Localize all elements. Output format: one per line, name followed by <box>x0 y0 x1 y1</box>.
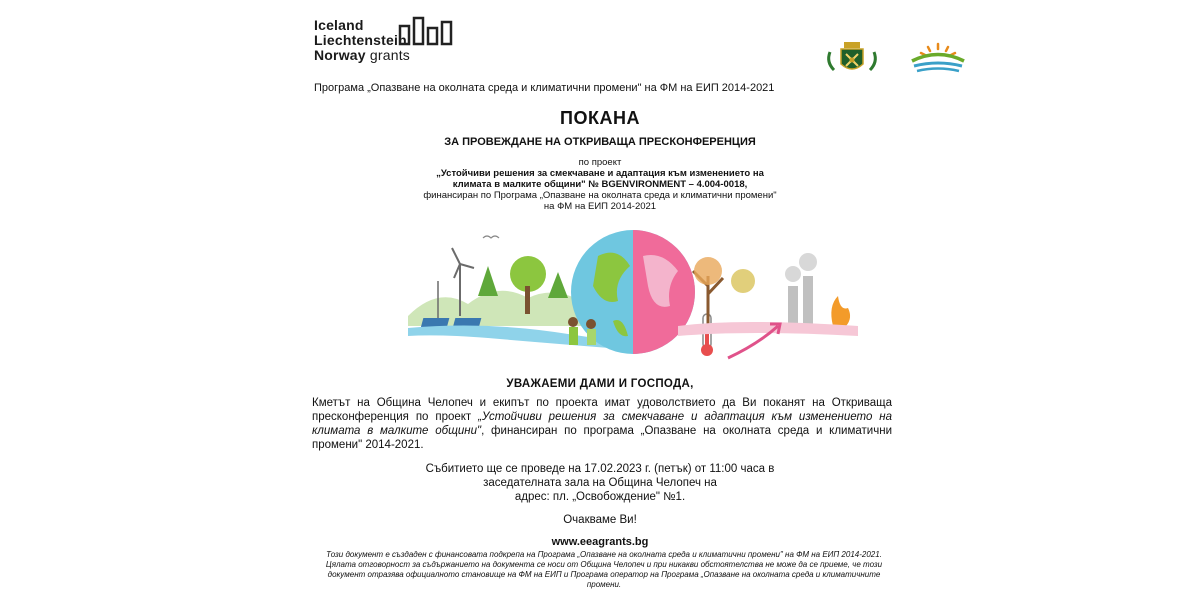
project-name-line2 <box>0 179 1200 190</box>
website-link[interactable]: www.eeagrants.bg <box>551 536 649 548</box>
brand-norway <box>314 48 410 63</box>
body-part2: , финансиран по програма „Опазване на околната среда и климатични промени" 2014-2021. <box>312 425 892 451</box>
page-title: ПОКАНА <box>560 108 640 128</box>
greeting: УВАЖАЕМИ ДАМИ И ГОСПОДА, <box>506 378 694 390</box>
event-line2: заседателната зала на Община Челопеч на <box>483 477 717 489</box>
project-funded-line2: на ФМ на ЕИП 2014-2021 <box>543 201 657 212</box>
project-name-line2-text: климата в малките общини" № BGENVIRONMENT – 4.004-0018, <box>452 179 748 190</box>
project-info <box>0 157 1200 212</box>
body-project-title: „Устойчиви решения за смекчаване и адаптация към изменението на климата в малките общини" <box>312 411 893 437</box>
climate-change-globe-illustration <box>408 226 858 371</box>
brand-norway-text: Norway <box>314 47 366 63</box>
project-intro: по проект <box>578 157 622 168</box>
brand-iceland: Iceland <box>314 17 364 33</box>
eea-grants-bars-icon <box>398 16 454 46</box>
program-line: Програма „Опазване на околната среда и климатични промени" на ФМ на ЕИП 2014-2021 <box>314 82 775 94</box>
event-line3: адрес: пл. „Освобождение" №1. <box>514 491 686 503</box>
project-funded-line1: финансиран по Програма „Опазване на околната среда и климатични промени" <box>423 190 777 201</box>
invitation-body <box>312 396 892 452</box>
environment-program-icon <box>908 40 968 76</box>
project-name-line1: „Устойчиви решения за смекчаване и адаптация към изменението на <box>436 168 764 179</box>
eea-grants-logo <box>314 18 410 63</box>
event-line1: Събитието ще се проведе на 17.02.2023 г. (петък) от 11:00 часа в <box>425 463 775 475</box>
municipality-crest-icon <box>824 40 880 76</box>
brand-grants-text: grants <box>369 47 410 63</box>
disclaimer: Този документ е създаден с финансовата подкрепа на Програма „Опазване на околната среда и климатични промени" на ФМ на ЕИП 2014-2021. Цялата отговорност за съдържанието на документа се носи от Община Челопеч и при никакви обстоятелства не може да се приеме, че този документ отразява официалното становище на ФМ на ЕИП и Програма оператор на Програма „Опазване на околната среда и климатичните промени. <box>325 550 883 589</box>
body-part1: Кметът на Община Челопеч и екипът по проекта имат удоволствието да Ви поканят на Откриваща пресконференция по проект <box>312 397 892 423</box>
event-details <box>0 462 1200 504</box>
page-subtitle: ЗА ПРОВЕЖДАНЕ НА ОТКРИВАЩА ПРЕСКОНФЕРЕНЦИЯ <box>444 136 756 148</box>
closing-text: Очакваме Ви! <box>563 514 637 526</box>
brand-liechtenstein: Liechtenstein <box>314 32 407 48</box>
